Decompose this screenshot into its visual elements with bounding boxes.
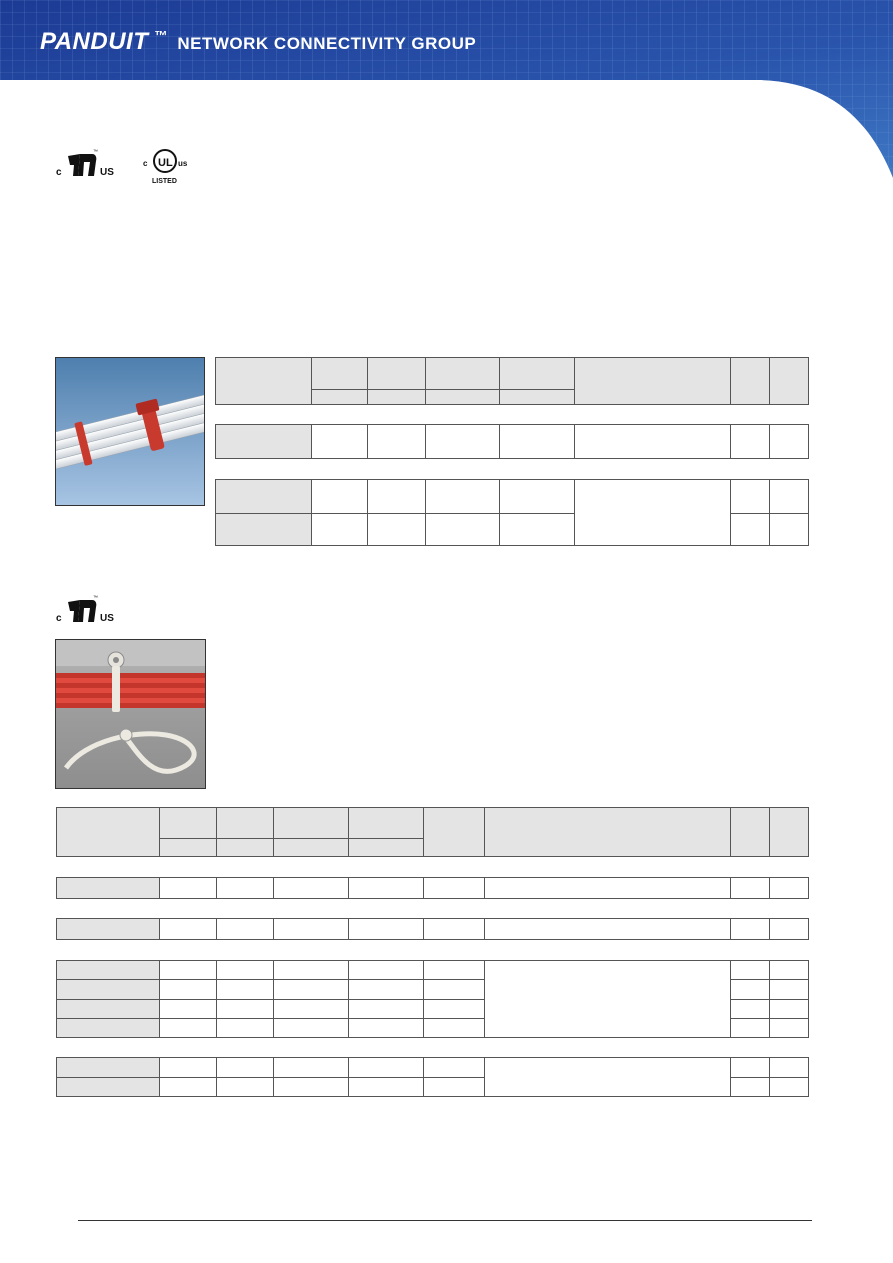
table2-header-cell — [730, 807, 770, 857]
table2-cell — [730, 1077, 770, 1097]
table2-cell — [423, 960, 485, 980]
table2-cell — [348, 999, 424, 1019]
table2-subheader-cell — [348, 838, 424, 857]
header-banner — [0, 0, 893, 180]
svg-text:™: ™ — [93, 149, 98, 155]
svg-text:LISTED: LISTED — [152, 178, 177, 185]
table2-cell — [273, 918, 349, 940]
svg-text:™: ™ — [93, 595, 98, 601]
table1-cell — [574, 424, 731, 459]
table1-header-cell — [574, 357, 731, 405]
table2-header-cell — [423, 807, 485, 857]
table2-cell — [273, 1018, 349, 1038]
c-ru-us-mark-icon — [56, 594, 126, 633]
table2-cell — [348, 960, 424, 980]
table1-header-cell — [769, 357, 809, 405]
table2-header-cell — [216, 807, 274, 839]
table1-part-cell — [215, 424, 312, 459]
table2-cell — [769, 918, 809, 940]
table1-header-cell — [730, 357, 770, 405]
brand-group-name: NETWORK CONNECTIVITY GROUP — [177, 34, 477, 53]
table2-cell — [769, 1057, 809, 1078]
table2-cell — [769, 877, 809, 899]
table2-cell — [769, 979, 809, 1000]
table1-header-cell — [311, 357, 368, 390]
table2-cell — [348, 918, 424, 940]
table1-header-cell — [367, 357, 426, 390]
table2-cell — [159, 877, 217, 899]
svg-text:c: c — [143, 159, 148, 168]
table1-cell — [769, 513, 809, 546]
table1-cell — [311, 513, 368, 546]
table1-cell — [769, 424, 809, 459]
page-header — [0, 0, 893, 180]
table2-cell — [273, 1077, 349, 1097]
table2-cell — [348, 979, 424, 1000]
table1-cell — [730, 424, 770, 459]
cable-bundle-photo — [55, 357, 205, 506]
table2-cell — [216, 1057, 274, 1078]
table1-part-cell — [215, 513, 312, 546]
table2-cell — [216, 979, 274, 1000]
table1-subheader-cell — [425, 389, 500, 405]
table2-cell — [423, 1057, 485, 1078]
table2-cell — [423, 877, 485, 899]
table2-header-cell — [348, 807, 424, 839]
table1-cell — [367, 513, 426, 546]
table2-part-cell — [56, 999, 160, 1019]
table2-cell — [159, 1077, 217, 1097]
table2-cell — [216, 918, 274, 940]
table2-cell — [273, 1057, 349, 1078]
table2-cell — [348, 1057, 424, 1078]
table2-cell — [273, 877, 349, 899]
table2-subheader-cell — [216, 838, 274, 857]
table1-part-cell — [215, 479, 312, 514]
brand-wordmark — [40, 28, 476, 56]
table2-cell — [730, 1057, 770, 1078]
table1-header-cell — [215, 357, 312, 405]
svg-text:c: c — [56, 613, 62, 624]
brand-trademark: ™ — [154, 28, 168, 43]
table2-cell — [769, 1018, 809, 1038]
table2-cell — [216, 960, 274, 980]
table2-cell — [159, 1057, 217, 1078]
table1-subheader-cell — [367, 389, 426, 405]
table1-cell — [730, 479, 770, 514]
table2-part-cell — [56, 877, 160, 899]
table2-cell — [273, 960, 349, 980]
table2-part-cell — [56, 960, 160, 980]
table2-cell — [159, 979, 217, 1000]
table2-cell — [273, 999, 349, 1019]
table2-cell — [216, 1077, 274, 1097]
table2-cell — [423, 918, 485, 940]
table2-header-cell — [273, 807, 349, 839]
table2-cell — [348, 1077, 424, 1097]
svg-text:c: c — [56, 167, 62, 178]
table2-cell — [730, 999, 770, 1019]
table1-cell — [367, 479, 426, 514]
table1-cell — [730, 513, 770, 546]
table2-cell — [216, 1018, 274, 1038]
svg-text:UL: UL — [158, 157, 173, 169]
table2-cell — [730, 960, 770, 980]
table2-cell — [423, 999, 485, 1019]
table1-cell — [425, 479, 500, 514]
table2-merged-cell — [484, 1057, 731, 1097]
table2-cell — [348, 877, 424, 899]
table2-header-cell — [769, 807, 809, 857]
table1-cell — [499, 479, 575, 514]
table2-cell — [730, 877, 770, 899]
table2-merged-cell — [484, 960, 731, 1038]
table2-header-cell — [484, 807, 731, 857]
table1-cell — [311, 424, 368, 459]
table1-cell — [425, 513, 500, 546]
table2-cell — [484, 877, 731, 899]
table2-cell — [730, 918, 770, 940]
table2-part-cell — [56, 979, 160, 1000]
table2-cell — [273, 979, 349, 1000]
table2-cell — [348, 1018, 424, 1038]
table2-subheader-cell — [273, 838, 349, 857]
table2-cell — [423, 1018, 485, 1038]
table1-header-cell — [499, 357, 575, 390]
table2-cell — [769, 999, 809, 1019]
table1-merged-cell — [574, 479, 731, 546]
table1-cell — [499, 513, 575, 546]
table2-cell — [159, 1018, 217, 1038]
table2-part-cell — [56, 918, 160, 940]
table2-header-cell — [159, 807, 217, 839]
table2-cell — [159, 999, 217, 1019]
table1-cell — [311, 479, 368, 514]
table2-cell — [216, 877, 274, 899]
c-ul-us-listed-mark-icon — [143, 146, 193, 193]
table2-cell — [769, 1077, 809, 1097]
table2-subheader-cell — [159, 838, 217, 857]
table2-part-cell — [56, 1057, 160, 1078]
table1-cell — [769, 479, 809, 514]
table2-cell — [159, 918, 217, 940]
table1-cell — [367, 424, 426, 459]
red-cables-mounting-tie-photo — [55, 639, 206, 789]
table2-cell — [423, 1077, 485, 1097]
table2-part-cell — [56, 1018, 160, 1038]
table1-subheader-cell — [499, 389, 575, 405]
svg-text:US: US — [100, 167, 114, 178]
table2-cell — [216, 999, 274, 1019]
table2-cell — [423, 979, 485, 1000]
table2-cell — [769, 960, 809, 980]
table1-cell — [499, 424, 575, 459]
table1-cell — [425, 424, 500, 459]
table2-cell — [159, 960, 217, 980]
c-ru-us-mark-icon — [56, 148, 126, 187]
table1-subheader-cell — [311, 389, 368, 405]
table2-cell — [730, 1018, 770, 1038]
table2-part-cell — [56, 1077, 160, 1097]
table2-cell — [730, 979, 770, 1000]
table2-header-cell — [56, 807, 160, 857]
table2-cell — [484, 918, 731, 940]
table1-header-cell — [425, 357, 500, 390]
svg-text:US: US — [100, 613, 114, 624]
footer-divider — [78, 1220, 812, 1221]
svg-text:us: us — [178, 159, 188, 168]
brand-name: PANDUIT — [40, 28, 149, 55]
